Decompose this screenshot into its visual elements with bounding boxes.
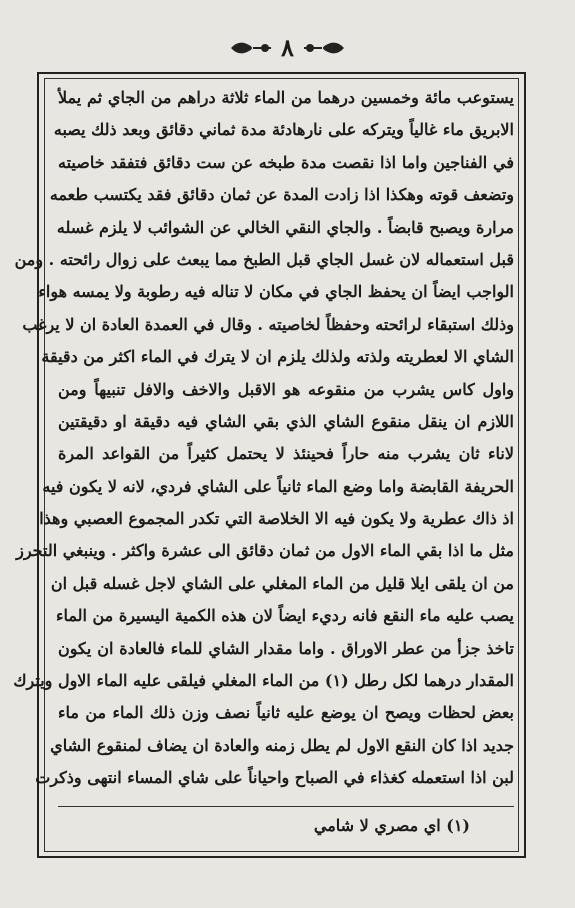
page-number: ٨ bbox=[281, 33, 294, 62]
text-line: لبن اذا استعمله كغذاء في الصباح واحياناً على شاي المساء انتهى وذكرت bbox=[35, 768, 514, 788]
text-line: قبل استعماله لان غسل الجاي قبل الطبخ مما يبعث على زوال رائحته . ومن bbox=[14, 249, 514, 269]
text-line: وتضعف قوته وهكذا اذا زادت المدة عن ثمان دقائق فقد يكتسب طعمه bbox=[49, 185, 514, 205]
text-line: الشاي الا لعطريته ولذته ولذلك يلزم ان لا يترك في الماء اكثر من دقيقة bbox=[41, 347, 514, 367]
text-line: الحريفة القابضة واما وضع الماء ثانياً على الشاي فردي، لانه لا يكون فيه bbox=[42, 476, 514, 496]
text-line: واول كاس يشرب من منقوعه هو الاقبل والاخف والافل تنبيهاً ومن bbox=[58, 379, 514, 399]
right-ornament-icon bbox=[302, 37, 346, 59]
text-line: الابريق ماء غالياً ويتركه على نارهادئة مدة ثماني دقائق وبعد ذلك يصبه bbox=[53, 120, 514, 140]
footnote-divider bbox=[58, 806, 514, 807]
left-ornament-icon bbox=[229, 37, 273, 59]
page-header bbox=[0, 28, 575, 68]
text-line: الواجب ايضاً ان يحفظ الجاي في مكان لا تناله فيه رطوبة ولا يمسه هواء bbox=[38, 282, 514, 302]
text-line: جديد اذا كان النقع الاول لم يطل زمنه والعادة ان يضاف لمنقوع الشاي bbox=[50, 735, 514, 755]
text-line: تاخذ جزأ من عطر الاوراق . واما مقدار الشاي للماء فالعادة ان يكون bbox=[58, 638, 514, 658]
text-line: اللازم ان ينقل منقوع الشاي الذي بقي الشاي فيه دقيقة او دقيقتين bbox=[58, 411, 515, 431]
text-line: مثل ما اذا بقي الماء الاول من ثمان دقائق الى عشرة واكثر . وينبغي التحرز bbox=[16, 541, 514, 561]
text-line: يصب عليه ماء النقع فانه رديء ايضاً لان هذه الكمية اليسيرة من الماء bbox=[55, 606, 514, 626]
text-line: المقدار درهما لكل رطل (١) من الماء المغلي فيلقى عليه الماء الاول ويترك bbox=[13, 671, 514, 691]
footnote: (١) اي مصري لا شامي bbox=[313, 816, 470, 835]
text-line: يستوعب مائة وخمسين درهما من الماء ثلاثة دراهم من الجاي ثم يملأ bbox=[58, 88, 514, 107]
text-line: من ان يلقى ايلا قليل من الماء المغلي على الشاي لاجل غسله قبل ان bbox=[50, 573, 514, 593]
text-line: لاناء ثان يشرب منه حاراً فحينئذ لا يحتمل كثيراً من القواعد المرة bbox=[58, 444, 514, 464]
text-line: في الفناجين واما اذا نقصت مدة طبخه عن ست دقائق فتفقد خاصيته bbox=[58, 152, 514, 172]
text-line: مرارة ويصبح قابضاً . والجاي النقي الخالي عن الشوائب لا يلزم غسله bbox=[56, 217, 514, 237]
body-text bbox=[13, 82, 515, 795]
text-line: اذ ذاك عطرية ولا يكون فيه الا الخلاصة التي تكدر المجموع العصبي وهذا bbox=[39, 509, 514, 529]
text-line: وذلك استبقاء لرائحته وحفظاً لخاصيته . وقال في العمدة العادة ان لا يرغب bbox=[22, 314, 514, 334]
text-line: بعض لحظات ويصح ان يوضع عليه ثانياً نصف وزن ذلك الماء من ماء bbox=[58, 703, 514, 723]
